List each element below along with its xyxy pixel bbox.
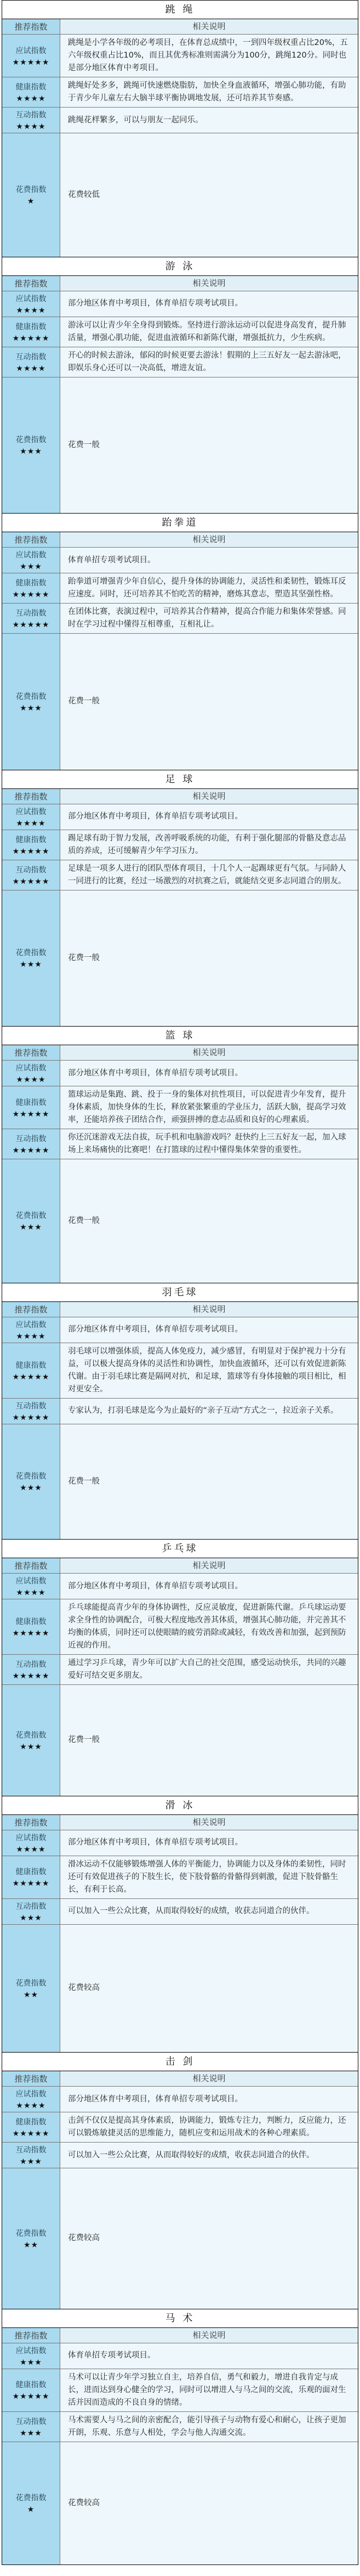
- table-row: [2, 830, 358, 860]
- index-label-cell: [2, 2168, 60, 2309]
- index-label: 花费指数: [15, 1978, 47, 1988]
- sport-section: [2, 770, 358, 1027]
- table-row: [2, 1086, 358, 1129]
- header-description: 相关说明: [60, 789, 358, 804]
- star-rating: ★★★★: [16, 819, 46, 828]
- table-row: [2, 1599, 358, 1655]
- star-rating: ★★★★: [16, 122, 46, 131]
- star-rating: ★: [27, 197, 35, 206]
- sport-title: 足 球: [2, 770, 358, 789]
- header-description: 相关说明: [60, 2071, 358, 2086]
- table-row: [2, 1830, 358, 1856]
- index-label: 互动指数: [15, 352, 47, 362]
- description-cell: 花费较高: [60, 2442, 358, 2565]
- index-label-cell: [2, 1399, 60, 1424]
- star-rating: ★★: [23, 2240, 39, 2250]
- table-row: [2, 2369, 358, 2412]
- description-cell: 击剑不仅仅是提高其身体素质，协调能力，锻炼专注力，判断力，反应能力，还可以锻炼敏捷灵活的思维能力，随机应变和运用战术的各种心理素质。: [60, 2112, 358, 2142]
- table-row: [2, 1685, 358, 1796]
- index-label-cell: [2, 573, 60, 603]
- description-cell: 可以加入一些公众比赛，从而取得较好的成绩，收获志同道合的伙伴。: [60, 2143, 358, 2168]
- description-cell: 花费一般: [60, 377, 358, 514]
- header-description: 相关说明: [60, 276, 358, 291]
- table-row: [2, 2087, 358, 2112]
- index-label-cell: [2, 108, 60, 133]
- sport-section: [2, 1026, 358, 1283]
- star-rating: ★: [27, 2505, 35, 2515]
- sport-title: 马 术: [2, 2309, 358, 2328]
- description-cell: 花费一般: [60, 634, 358, 770]
- table-header-row: [2, 1045, 358, 1061]
- table-row: [2, 2168, 358, 2309]
- star-rating: ★★★: [20, 562, 42, 571]
- header-recommend-index: 推荐指数: [2, 1815, 60, 1830]
- star-rating: ★★★★★: [12, 1629, 50, 1638]
- description-cell: 羽毛球可以增强体质，提高人体免疫力，减少感冒，有明显对于保护视力十分有益，可以极大提高身体的灵活性和协调性，加快血液循环，还可以有效促进新陈代谢。由于羽毛球比赛是隔网对抗，和足球，篮球等有身体接触的项目相比，相对更安全。: [60, 1343, 358, 1398]
- index-label-cell: [2, 2369, 60, 2411]
- index-label: 互动指数: [15, 2146, 47, 2155]
- index-label: 互动指数: [15, 1902, 47, 1911]
- sport-section: [2, 1796, 358, 2053]
- index-label: 花费指数: [15, 1211, 47, 1221]
- index-label: 花费指数: [15, 1731, 47, 1740]
- index-label: 应试指数: [15, 1064, 47, 1073]
- table-row: [2, 35, 358, 77]
- star-rating: ★★★★★: [12, 334, 50, 343]
- index-label-cell: [2, 1599, 60, 1654]
- index-label: 互动指数: [15, 2417, 47, 2426]
- index-label-cell: [2, 890, 60, 1027]
- index-label: 花费指数: [15, 2494, 47, 2503]
- index-label-cell: [2, 2087, 60, 2112]
- star-rating: ★★★★★: [12, 2392, 50, 2401]
- table-row: [2, 860, 358, 890]
- table-row: [2, 634, 358, 770]
- description-cell: 你还沉迷游戏无法自拔，玩手机和电脑游戏吗？赶快约上三五好友一起，加入球场上来场痛快的比赛吧！在打篮球的过程中懂得集体荣誉的重要性。: [60, 1129, 358, 1159]
- index-label: 互动指数: [15, 1135, 47, 1143]
- index-label-cell: [2, 1061, 60, 1086]
- description-cell: 部分地区体育中考项目，体育单招专项考试项目。: [60, 1830, 358, 1856]
- description-cell: 花费较高: [60, 1925, 358, 2053]
- index-label: 健康指数: [15, 2118, 47, 2127]
- index-label: 应试指数: [15, 807, 47, 816]
- index-label-cell: [2, 1159, 60, 1283]
- table-header-row: [2, 1558, 358, 1574]
- index-label-cell: [2, 1317, 60, 1343]
- index-label-cell: [2, 2343, 60, 2369]
- description-cell: 花费较高: [60, 2168, 358, 2309]
- header-recommend-index: 推荐指数: [2, 789, 60, 804]
- star-rating: ★★★: [20, 703, 42, 713]
- table-header-row: [2, 1302, 358, 1317]
- index-label-cell: [2, 1685, 60, 1796]
- star-rating: ★★★★★: [12, 1146, 50, 1155]
- index-label: 互动指数: [15, 1660, 47, 1669]
- index-label: 应试指数: [15, 1320, 47, 1329]
- sport-title: 羽毛球: [2, 1283, 358, 1302]
- index-label: 健康指数: [15, 1617, 47, 1626]
- index-label-cell: [2, 1925, 60, 2053]
- table-row: [2, 108, 358, 133]
- sport-title: 击 剑: [2, 2053, 358, 2071]
- index-label-cell: [2, 2143, 60, 2168]
- description-cell: 踢足球有助于智力发展，改善呼吸系统的功能，有利于强化腿部的骨骼及意志品质的养成，还可缓解青少年学习压力。: [60, 830, 358, 860]
- star-rating: ★★★★: [16, 364, 46, 373]
- index-label: 健康指数: [15, 1098, 47, 1107]
- star-rating: ★★★: [20, 1913, 42, 1923]
- table-row: [2, 1343, 358, 1399]
- star-rating: ★★★★: [16, 94, 46, 103]
- table-row: [2, 347, 358, 377]
- description-cell: 花费一般: [60, 1685, 358, 1796]
- table-row: [2, 1925, 358, 2053]
- table-header-row: [2, 532, 358, 548]
- index-label: 健康指数: [15, 322, 47, 331]
- sport-title: 跳 绳: [2, 1, 358, 19]
- description-cell: 乒乓球能提高青少年的身体协调性，反应灵敏度，促进新陈代谢。乒乓球运动要求全身性的协调配合，可极大程度地改善其体质，增强其心肺功能，并完善其不均衡的体质，同时还可以使眼睛的疲劳消除或减轻，有效改善和加强，起到预防近视的作用。: [60, 1599, 358, 1654]
- star-rating: ★★★★: [16, 306, 46, 315]
- index-label-cell: [2, 317, 60, 347]
- table-row: [2, 291, 358, 317]
- description-cell: 部分地区体育中考项目，体育单招专项考试项目。: [60, 1317, 358, 1343]
- star-rating: ★★★: [20, 447, 42, 456]
- header-recommend-index: 推荐指数: [2, 532, 60, 547]
- star-rating: ★★★★: [16, 1845, 46, 1854]
- index-label-cell: [2, 1343, 60, 1398]
- sport-section: [2, 2309, 358, 2566]
- sport-title: 乒乓球: [2, 1540, 358, 1558]
- header-recommend-index: 推荐指数: [2, 1558, 60, 1573]
- star-rating: ★★★: [20, 2157, 42, 2166]
- index-label-cell: [2, 1574, 60, 1599]
- description-cell: 花费较低: [60, 133, 358, 257]
- star-rating: ★★★★★: [12, 2129, 50, 2138]
- star-rating: ★★★: [20, 2428, 42, 2438]
- table-row: [2, 317, 358, 347]
- description-cell: 滑冰运动不仅能够锻炼增强人体的平衡能力，协调能力以及身体的柔韧性，同时还可有效促进孩子的下肢生长，使下肢骨骼的骨骼得到刺激，促进下肢骨骼生长，有利于长高。: [60, 1856, 358, 1898]
- table-row: [2, 2112, 358, 2143]
- index-label: 应试指数: [15, 1577, 47, 1586]
- table-row: [2, 890, 358, 1027]
- star-rating: ★★★★: [16, 1075, 46, 1084]
- description-cell: 跳绳是小学各年级的必考项目，在体育总成绩中，一到四年级权重占比20%，五六年级权重占比10%，而且其优秀标准则需满分为100分，跳绳120分。同时也是部分地区体育中考项目。: [60, 35, 358, 77]
- table-row: [2, 1061, 358, 1086]
- table-row: [2, 377, 358, 514]
- index-label-cell: [2, 1830, 60, 1856]
- star-rating: ★★★★★: [12, 847, 50, 856]
- table-row: [2, 133, 358, 257]
- table-row: [2, 2143, 358, 2168]
- header-recommend-index: 推荐指数: [2, 1302, 60, 1317]
- table-row: [2, 1129, 358, 1159]
- description-cell: 跳绳花样繁多，可以与朋友一起同乐。: [60, 108, 358, 133]
- index-label: 健康指数: [15, 2381, 47, 2389]
- table-row: [2, 2442, 358, 2565]
- header-recommend-index: 推荐指数: [2, 2071, 60, 2086]
- index-label: 应试指数: [15, 551, 47, 560]
- description-cell: 部分地区体育中考项目，体育单招专项考试项目。: [60, 2087, 358, 2112]
- table-row: [2, 1399, 358, 1424]
- header-description: 相关说明: [60, 2328, 358, 2343]
- header-description: 相关说明: [60, 1558, 358, 1573]
- table-row: [2, 1899, 358, 1925]
- description-cell: 足球是一项多人进行的团队型体育项目，十几个人一起踢球更有气氛。与同龄人一同进行的比赛，经过一场激烈的对抗赛之后，就能结交更多志同道合的朋友。: [60, 860, 358, 890]
- header-description: 相关说明: [60, 1045, 358, 1060]
- table-row: [2, 77, 358, 108]
- description-cell: 花费一般: [60, 890, 358, 1027]
- star-rating: ★★★★: [16, 2101, 46, 2110]
- star-rating: ★★★★★: [12, 877, 50, 886]
- table-row: [2, 1317, 358, 1343]
- star-rating: ★★★: [20, 1484, 42, 1493]
- index-label-cell: [2, 860, 60, 890]
- table-row: [2, 1424, 358, 1540]
- index-label-cell: [2, 1424, 60, 1540]
- index-label-cell: [2, 830, 60, 860]
- description-cell: 跆拳道可增强青少年自信心，提升身体的协调能力，灵活性和柔韧性，锻炼耳反应速度。同时，还可培养其不怕吃苦的精神，磨炼其意志，塑造其坚强性格。: [60, 573, 358, 603]
- sport-title: 游 泳: [2, 257, 358, 276]
- sport-section: [2, 257, 358, 514]
- index-label-cell: [2, 1655, 60, 1684]
- table-row: [2, 573, 358, 604]
- index-label: 花费指数: [15, 692, 47, 701]
- description-cell: 开心的时候去游泳，郁闷的时候更要去游泳！假期的上三五好友一起去游泳吧，即娱乐身心还可以一决高低，增进友谊。: [60, 347, 358, 377]
- index-label: 健康指数: [15, 1868, 47, 1876]
- index-label: 互动指数: [15, 865, 47, 875]
- index-label: 应试指数: [15, 2346, 47, 2355]
- index-label-cell: [2, 1899, 60, 1924]
- header-recommend-index: 推荐指数: [2, 1045, 60, 1060]
- index-label-cell: [2, 377, 60, 514]
- index-label: 健康指数: [15, 83, 47, 92]
- description-cell: 马术需要人与马之间的亲密配合，能引导孩子与动物有爱心和耐心，让孩子更加开朗，乐观、乐意与人相处，学会与他人沟通交流。: [60, 2412, 358, 2442]
- index-label: 健康指数: [15, 1361, 47, 1370]
- index-label-cell: [2, 133, 60, 257]
- table-row: [2, 604, 358, 634]
- sport-section: [2, 0, 358, 257]
- index-label-cell: [2, 347, 60, 377]
- sport-section: [2, 2052, 358, 2309]
- table-row: [2, 2412, 358, 2442]
- star-rating: ★★: [23, 1990, 39, 1999]
- index-label: 花费指数: [15, 1472, 47, 1481]
- star-rating: ★★★★★: [12, 590, 50, 599]
- index-label: 健康指数: [15, 579, 47, 588]
- star-rating: ★★★★: [16, 1332, 46, 1341]
- table-header-row: [2, 1815, 358, 1830]
- description-cell: 篮球运动是集跑、跳、投于一身的集体对抗性项目，可以促进青少年发育，提升身体素质，加快身体的生长，释放紧张繁重的学业压力，活跃大脑，提高学习效率，还能培养孩子团结合作，顽强拼搏的意志品质和良好的心理素质。: [60, 1086, 358, 1129]
- table-row: [2, 1159, 358, 1283]
- star-rating: ★★★: [20, 1742, 42, 1751]
- sport-section: [2, 1539, 358, 1796]
- description-cell: 通过学习乒乓球，青少年可以扩大自己的社交范围，感受运动快乐，共同的兴趣爱好可结交更多朋友。: [60, 1655, 358, 1684]
- index-label: 健康指数: [15, 835, 47, 844]
- index-label: 花费指数: [15, 436, 47, 445]
- index-label-cell: [2, 2442, 60, 2565]
- star-rating: ★★★★★: [12, 1372, 50, 1382]
- description-cell: 专家认为，打羽毛球是迄今为止最好的“亲子互动”方式之一，拉近亲子关系。: [60, 1399, 358, 1424]
- header-description: 相关说明: [60, 1302, 358, 1317]
- star-rating: ★★★: [20, 960, 42, 969]
- index-label-cell: [2, 291, 60, 317]
- index-label-cell: [2, 804, 60, 830]
- description-cell: 马术可以让青少年学习独立自主，培养自信，勇气和毅力，增进自我肯定与成长，进而达到身心健全的学习，同时可以增进人与马之间的交流，乐观的面对生活并因而造成的不良自身的情绪。: [60, 2369, 358, 2411]
- header-recommend-index: 推荐指数: [2, 19, 60, 34]
- header-description: 相关说明: [60, 532, 358, 547]
- table-row: [2, 548, 358, 573]
- sport-section: [2, 1283, 358, 1540]
- table-row: [2, 1856, 358, 1899]
- star-rating: ★★★★★: [12, 1879, 50, 1888]
- index-label: 花费指数: [15, 185, 47, 195]
- index-label-cell: [2, 77, 60, 107]
- header-recommend-index: 推荐指数: [2, 2328, 60, 2343]
- description-cell: 游泳可以让青少年全身得到锻炼。坚持进行游泳运动可以促进身高发育，提升肺活量，增强心肌功能，促进血液循环和新陈代谢，增强抵抗力，少生疾病。: [60, 317, 358, 347]
- table-row: [2, 1655, 358, 1685]
- index-label-cell: [2, 1856, 60, 1898]
- description-cell: 部分地区体育中考项目，体育单招专项考试项目。: [60, 1574, 358, 1599]
- index-label: 应试指数: [15, 46, 47, 55]
- star-rating: ★★★★★: [12, 1109, 50, 1119]
- description-cell: 可以加入一些公众比赛，从而取得较好的成绩，收获志同道合的伙伴。: [60, 1899, 358, 1924]
- index-label-cell: [2, 604, 60, 633]
- index-label-cell: [2, 634, 60, 770]
- header-description: 相关说明: [60, 19, 358, 34]
- index-label: 应试指数: [15, 294, 47, 303]
- star-rating: ★★★★★: [12, 1413, 50, 1422]
- index-label-cell: [2, 1086, 60, 1129]
- index-label-cell: [2, 35, 60, 77]
- star-rating: ★★★: [20, 2358, 42, 2367]
- index-label: 应试指数: [15, 2090, 47, 2099]
- star-rating: ★★★★: [16, 1588, 46, 1597]
- table-header-row: [2, 2328, 358, 2343]
- description-cell: 在团体比赛，表演过程中，可培养其合作精神，提高合作能力和集体荣誉感。同时在学习过程中懂得互相尊重，互相礼让。: [60, 604, 358, 633]
- index-label: 花费指数: [15, 2229, 47, 2238]
- description-cell: 体育单招专项考试项目。: [60, 2343, 358, 2369]
- header-recommend-index: 推荐指数: [2, 276, 60, 291]
- index-label: 互动指数: [15, 111, 47, 120]
- table-header-row: [2, 276, 358, 291]
- description-cell: 花费一般: [60, 1424, 358, 1540]
- star-rating: ★★★★★: [12, 1672, 50, 1681]
- index-label: 互动指数: [15, 1401, 47, 1411]
- description-cell: 花费一般: [60, 1159, 358, 1283]
- description-cell: 部分地区体育中考项目，体育单招专项考试项目。: [60, 291, 358, 317]
- index-label: 互动指数: [15, 609, 47, 618]
- star-rating: ★★★★★: [12, 58, 50, 67]
- index-label-cell: [2, 548, 60, 573]
- description-cell: 体育单招专项考试项目。: [60, 548, 358, 573]
- star-rating: ★★★★★: [12, 621, 50, 629]
- description-cell: 跳绳好处多多，跳绳可快速燃烧脂肪，加快全身血液循环，增强心肺功能，有助于青少年儿童左右大脑半球平衡协调地发展，还可培养其节奏感。: [60, 77, 358, 107]
- index-label: 应试指数: [15, 1833, 47, 1842]
- table-row: [2, 1574, 358, 1599]
- table-row: [2, 2343, 358, 2369]
- index-label-cell: [2, 1129, 60, 1159]
- star-rating: ★★★: [20, 1223, 42, 1232]
- index-label-cell: [2, 2412, 60, 2442]
- sport-title: 跆拳道: [2, 514, 358, 532]
- description-cell: 部分地区体育中考项目，体育单招专项考试项目。: [60, 1061, 358, 1086]
- sport-title: 滑 冰: [2, 1796, 358, 1815]
- sport-section: [2, 513, 358, 770]
- index-label: 花费指数: [15, 949, 47, 958]
- table-row: [2, 804, 358, 830]
- description-cell: 部分地区体育中考项目，体育单招专项考试项目。: [60, 804, 358, 830]
- table-header-row: [2, 19, 358, 35]
- header-description: 相关说明: [60, 1815, 358, 1830]
- index-label-cell: [2, 2112, 60, 2142]
- sport-title: 篮 球: [2, 1027, 358, 1045]
- table-header-row: [2, 2071, 358, 2087]
- table-header-row: [2, 789, 358, 804]
